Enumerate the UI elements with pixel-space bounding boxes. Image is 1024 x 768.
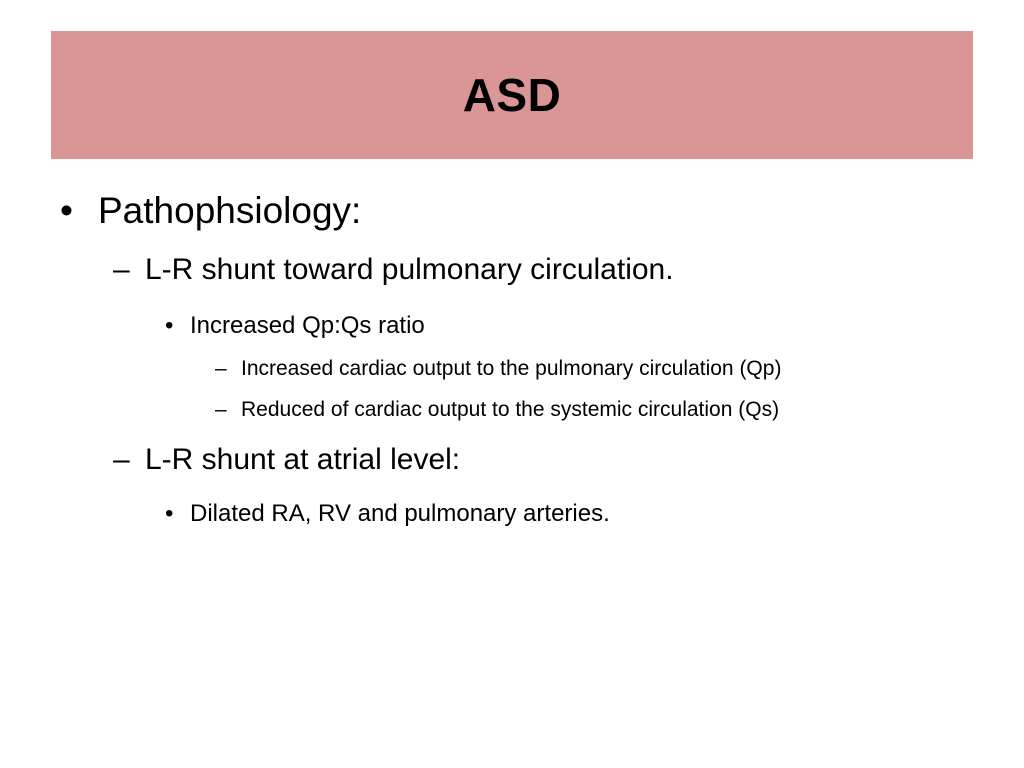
bullet-lr-shunt-atrial xyxy=(113,443,460,477)
dash-marker: – xyxy=(113,443,130,476)
bullet-marker: • xyxy=(60,190,73,231)
slide-title: ASD xyxy=(462,69,562,121)
bullet-text: Increased cardiac output to the pulmonary circulation (Qp) xyxy=(241,357,782,380)
dash-marker: – xyxy=(215,357,227,380)
bullet-text: Reduced of cardiac output to the systemic circulation (Qs) xyxy=(241,398,780,421)
bullet-increased-output xyxy=(215,357,781,381)
bullet-text: Dilated RA, RV and pulmonary arteries. xyxy=(190,500,610,527)
bullet-text: L-R shunt toward pulmonary circulation. xyxy=(145,253,674,286)
title-bar xyxy=(51,31,973,159)
bullet-marker: • xyxy=(165,312,174,339)
bullet-dilated-chambers xyxy=(165,500,610,528)
bullet-text: Increased Qp:Qs ratio xyxy=(190,312,425,339)
dash-marker: – xyxy=(113,253,130,286)
bullet-qp-qs-ratio xyxy=(165,312,425,340)
bullet-text: Pathophsiology: xyxy=(98,190,362,231)
bullet-pathophysiology xyxy=(60,190,361,232)
bullet-reduced-output xyxy=(215,398,779,422)
bullet-text: L-R shunt at atrial level: xyxy=(145,443,461,476)
bullet-marker: • xyxy=(165,500,174,527)
bullet-lr-shunt-pulmonary xyxy=(113,253,674,287)
dash-marker: – xyxy=(215,398,227,421)
